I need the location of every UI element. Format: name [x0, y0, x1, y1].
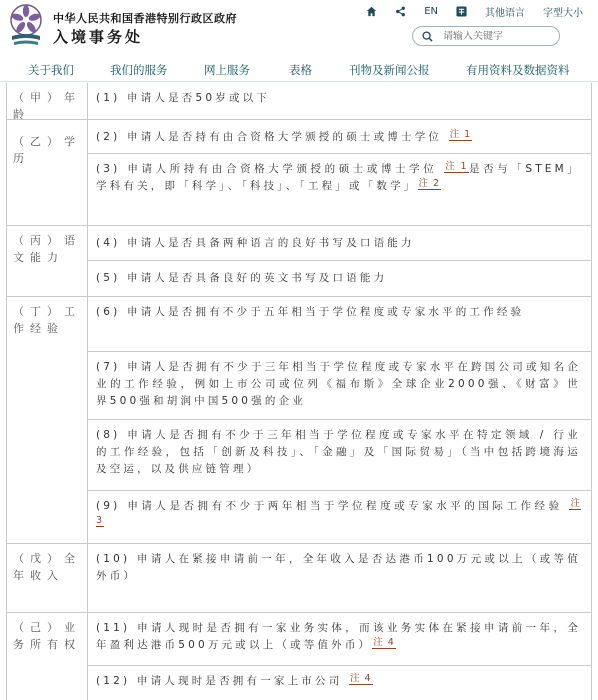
font-size-link[interactable]: 字型大小: [543, 7, 583, 19]
criterion-8: [88, 420, 591, 491]
group-annual-income: [7, 544, 591, 613]
criteria-table: [6, 83, 592, 700]
criterion-text: (11) 申请人现时是否拥有一家业务实体，而该业务实体在紧接申请前一年，全年盈利达港币500万元或以上（或等值外币）注 4: [96, 622, 581, 651]
footnote-link[interactable]: 注 2: [418, 178, 441, 189]
criterion-2: [88, 120, 591, 154]
footnote-link[interactable]: 注 4: [349, 673, 372, 684]
criterion-text: (5) 申请人是否具备良好的英文书写及口语能力: [96, 272, 388, 284]
group-label: （己）业务所有权: [13, 621, 81, 651]
footnote-link[interactable]: 注 1: [445, 161, 468, 172]
top-utility-links: [357, 3, 592, 19]
nav-publications-press[interactable]: 刊物及新闻公报: [349, 63, 430, 77]
criterion-9: [88, 491, 591, 544]
criterion-6: [88, 297, 591, 352]
group-label: （丙）语文能力: [13, 234, 81, 264]
group-age: [7, 83, 591, 120]
other-languages-link[interactable]: 其他语言: [485, 7, 525, 19]
criterion-4: [88, 226, 591, 261]
home-icon[interactable]: [357, 3, 386, 19]
group-label: （乙）学历: [13, 135, 81, 165]
criterion-text: (10) 申请人在紧接申请前一年，全年收入是否达港币100万元或以上（或等值外币）: [96, 553, 581, 582]
footnote-link[interactable]: 注 1: [449, 129, 472, 140]
criterion-3: [88, 154, 591, 226]
criterion-text: (8) 申请人是否拥有不少于三年相当于学位程度或专家水平在特定领域 / 行业的工作经验，包括「创新及科技」、「金融」及「国际贸易」（当中包括跨境海运及空运，以及供应链管理）: [96, 429, 581, 475]
criterion-text: (6) 申请人是否拥有不少于五年相当于学位程度或专家水平的工作经验: [96, 306, 525, 318]
department-title[interactable]: 入境事务处: [53, 28, 144, 46]
footnote-link[interactable]: 注 3: [96, 498, 581, 526]
group-language: [7, 226, 591, 297]
hksar-emblem-logo[interactable]: [6, 2, 46, 50]
criterion-7: [88, 352, 591, 420]
search-box: [412, 26, 560, 46]
group-work-experience: [7, 297, 591, 544]
search-icon[interactable]: [422, 31, 433, 42]
criterion-text: (2) 申请人是否持有由合资格大学颁授的硕士或博士学位 注 1: [96, 129, 472, 143]
criterion-text: (3) 申请人所持有由合资格大学颁授的硕士或博士学位 注 1是否与「STEM」学科有关，即「科学」、「科技」、「工程」或「数学」注 2: [96, 161, 581, 192]
criterion-10: [88, 544, 591, 613]
criterion-text: (1) 申请人是否50岁或以下: [96, 92, 271, 104]
search-input[interactable]: [443, 31, 553, 42]
group-education: [7, 120, 591, 226]
criterion-12: [88, 666, 591, 700]
criterion-1: [88, 83, 591, 119]
share-icon[interactable]: [386, 3, 415, 19]
group-label: （戊）全年收入: [13, 552, 81, 582]
site-header: [0, 0, 598, 58]
nav-our-services[interactable]: 我们的服务: [110, 63, 168, 77]
nav-about-us[interactable]: 关于我们: [28, 63, 74, 77]
criterion-text: (4) 申请人是否具备两种语言的良好书写及口语能力: [96, 237, 415, 249]
criterion-text: (9) 申请人是否拥有不少于两年相当于学位程度或专家水平的国际工作经验 注 3: [96, 498, 581, 526]
group-business-ownership: [7, 613, 591, 700]
group-label: （丁）工作经验: [13, 305, 81, 335]
footnote-link[interactable]: 注 4: [373, 637, 395, 648]
language-en-link[interactable]: EN: [424, 5, 438, 17]
main-navigation: [0, 58, 598, 82]
nav-e-services[interactable]: 网上服务: [204, 63, 250, 77]
criterion-text: (7) 申请人是否拥有不少于三年相当于学位程度或专家水平在跨国公司或知名企业的工作经验，例如上市公司或位列《福布斯》全球企业2000强、《财富》世界500强和胡润中国500强的企业: [96, 361, 581, 407]
criterion-11: [88, 613, 591, 666]
criterion-5: [88, 261, 591, 297]
government-title: 中华人民共和国香港特别行政区政府: [53, 12, 237, 25]
nav-useful-information[interactable]: 有用资料及数据资料: [466, 63, 570, 77]
nav-forms[interactable]: 表格: [289, 63, 312, 77]
criterion-text: (12) 申请人现时是否拥有一家上市公司 注 4: [96, 673, 372, 687]
traditional-chinese-icon[interactable]: [447, 3, 476, 19]
group-label: （甲）年龄: [13, 91, 81, 121]
